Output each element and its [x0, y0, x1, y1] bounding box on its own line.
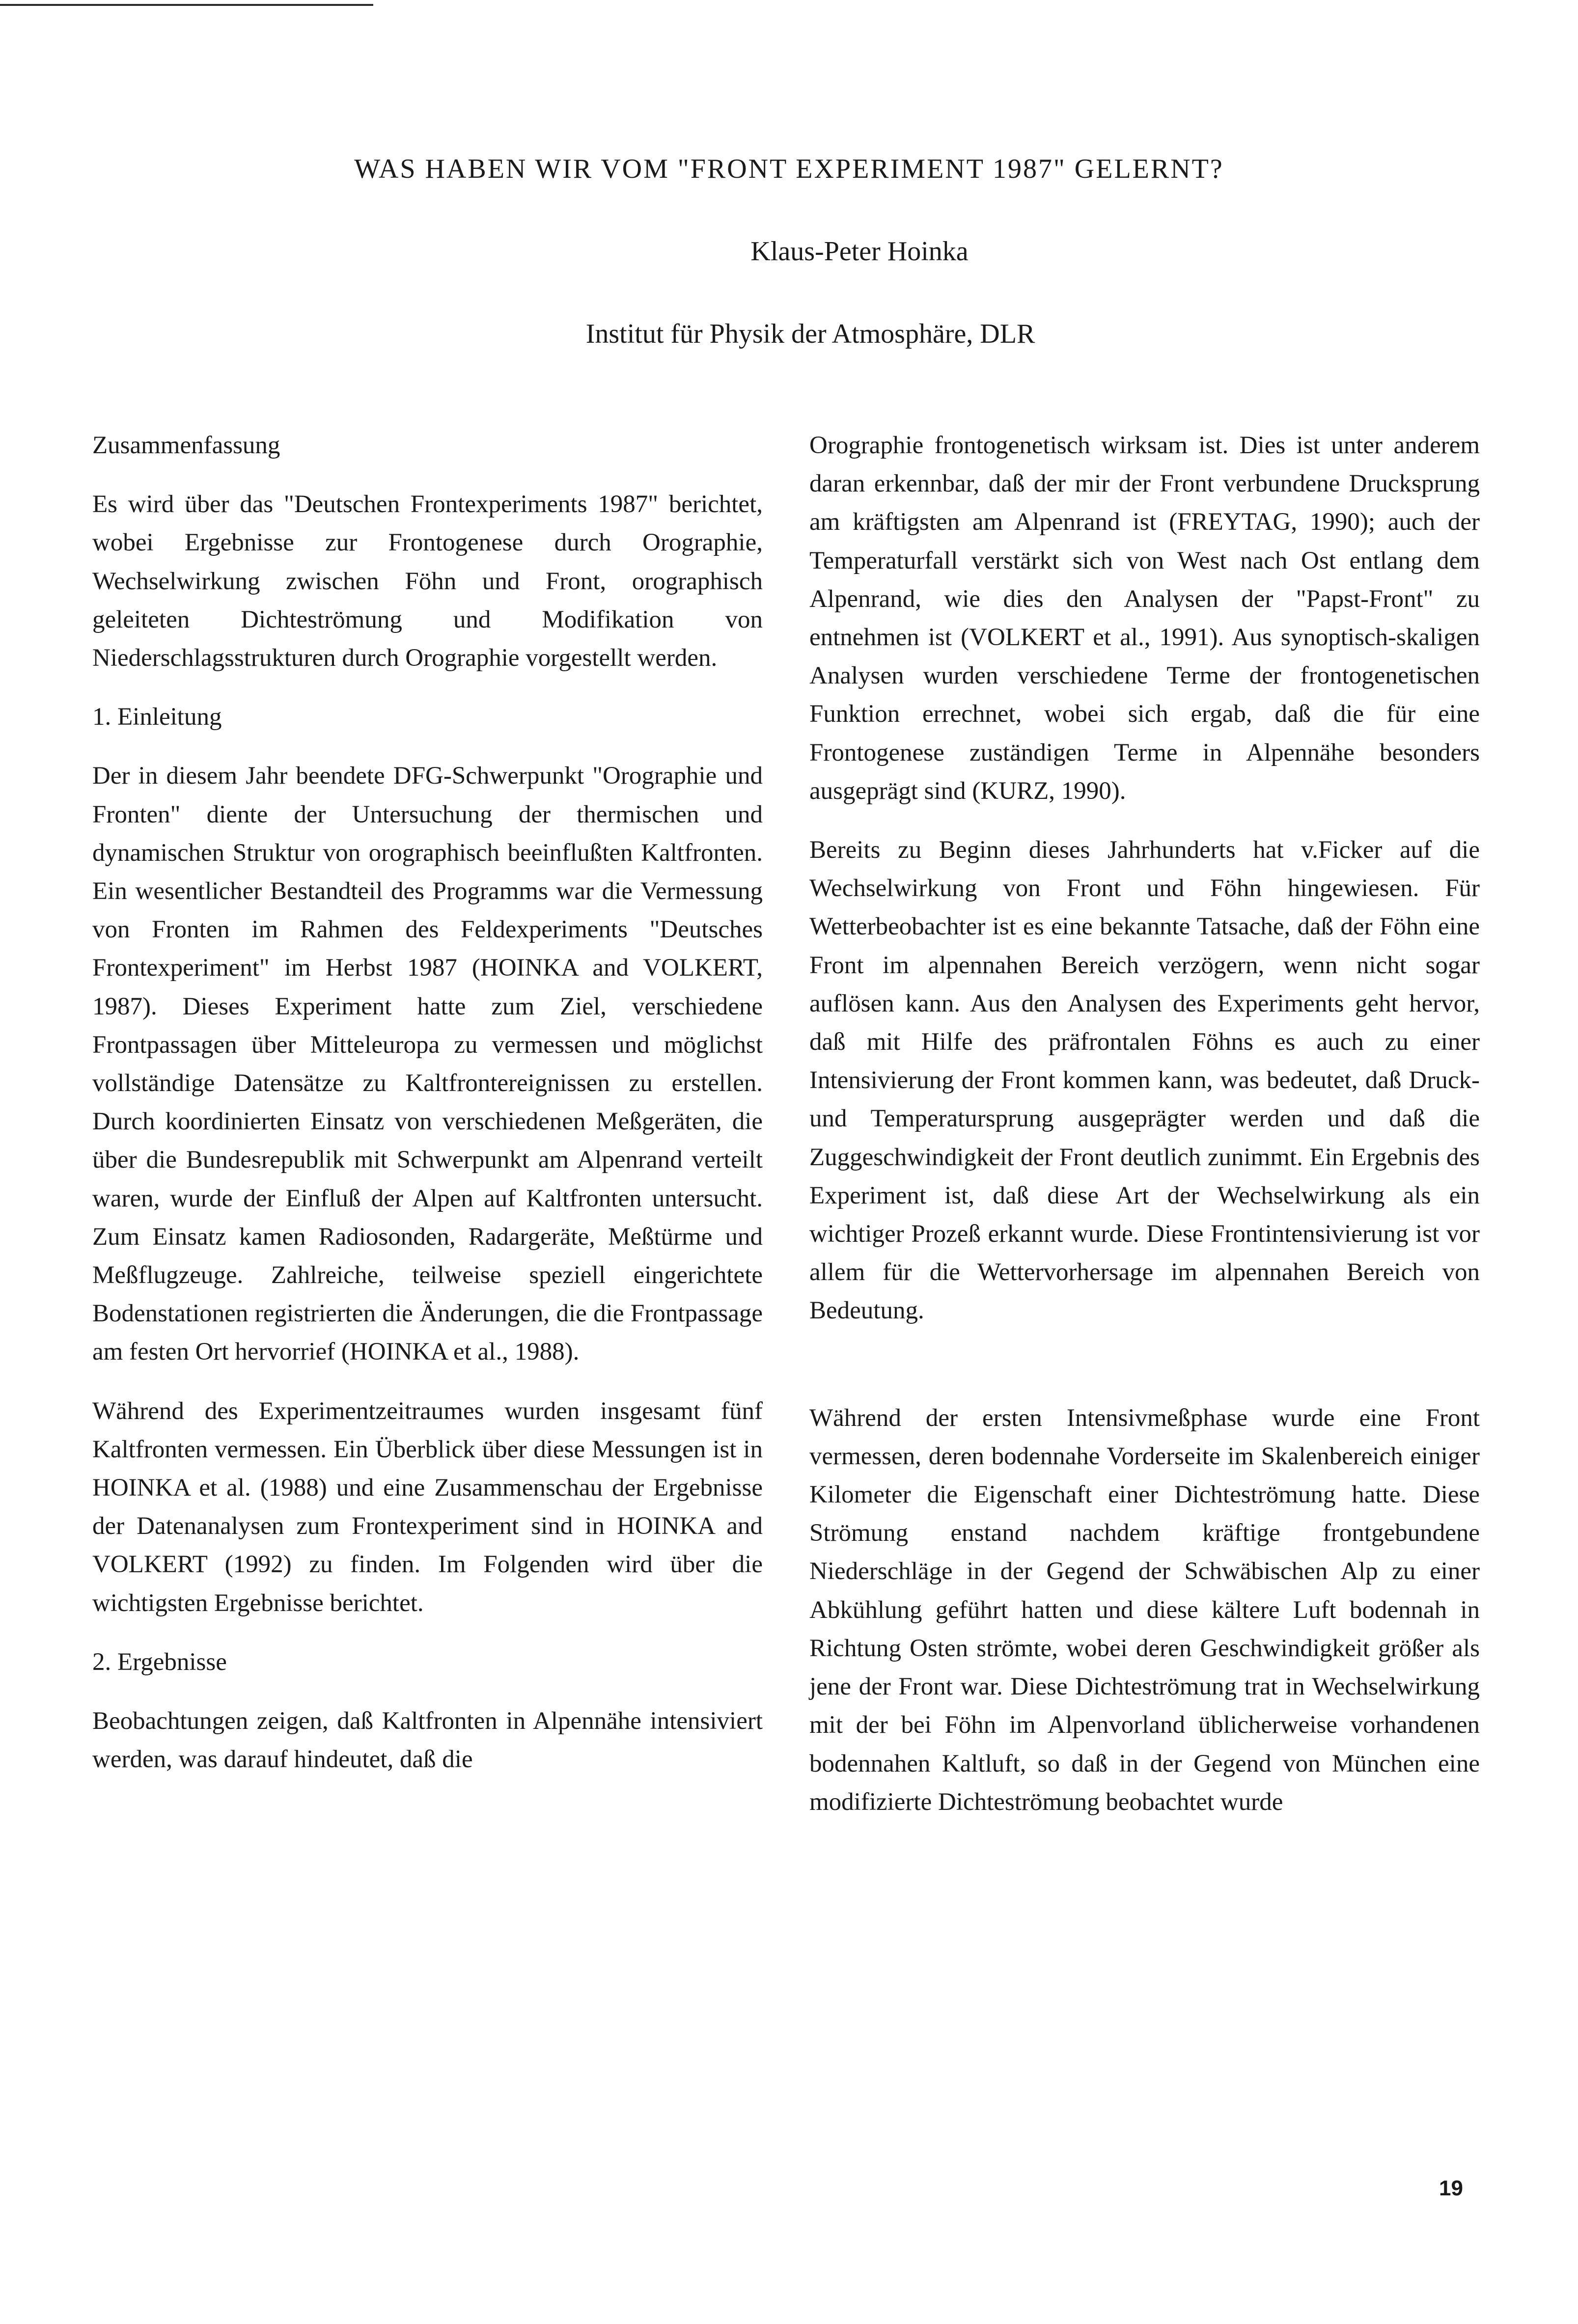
results-paragraph-3: Bereits zu Beginn dieses Jahrhunderts hat v.Ficker auf die Wechselwirkung von Front und Föhn hingewiesen. Für Wetterbeobachter ist es eine bekannte Tatsache, daß der Föhn eine Front im alpennahen Bereich verzögern, wenn nicht sogar auflösen kann. Aus den Analysen des Experiments geht hervor, daß mit Hilfe des präfrontalen Föhns es auch zu einer Intensivierung der Front kommen kann, was bedeutet, daß Druck- und Temperatursprung ausgeprägter werden und daß die Zuggeschwindigkeit der Front deutlich zunimmt. Ein Ergebnis des Experiment ist, daß diese Art der Wechselwirkung als ein wichtiger Prozeß erkannt wurde. Diese Frontintensivierung ist vor allem für die Wettervorhersage im alpennahen Bereich von Bedeutung.	[809, 836, 1480, 1325]
left-column	[92, 426, 763, 1800]
section-heading-introduction: 1. Einleitung	[92, 703, 222, 731]
summary-paragraph: Es wird über das "Deutschen Frontexperiments 1987" berichtet, wobei Ergebnisse zur Frontogenese durch Orographie, Wechselwirkung zwischen Föhn und Front, orographisch geleiteten Dichteströmung und Modifikation von Niederschlagsstrukturen durch Orographie vorgestellt werden.	[92, 491, 763, 672]
introduction-paragraph-2: Während des Experimentzeitraumes wurden insgesamt fünf Kaltfronten vermessen. Ein Überblick über diese Messungen ist in HOINKA et al. (1988) und eine Zusammenschau der Ergebnisse der Datenanalysen zum Frontexperiment sind in HOINKA and VOLKERT (1992) zu finden. Im Folgenden wird über die wichtigsten Ergebnisse berichtet.	[92, 1397, 763, 1617]
summary-heading: Zusammenfassung	[92, 432, 280, 459]
scan-edge-line	[0, 4, 373, 6]
right-column	[809, 426, 1480, 1842]
results-paragraph-2: Orographie frontogenetisch wirksam ist. Dies ist unter anderem daran erkennbar, daß der mir der Front verbundene Drucksprung am kräftigsten am Alpenrand ist (FREYTAG, 1990); auch der Temperaturfall verstärkt sich von West nach Ost entlang dem Alpenrand, wie dies den Analysen der "Papst-Front" zu entnehmen ist (VOLKERT et al., 1991). Aus synoptisch-skaligen Analysen wurden verschiedene Terme der frontogenetischen Funktion errechnet, wobei sich ergab, daß die für eine Frontogenese zuständigen Terme in Alpennähe besonders ausgeprägt sind (KURZ, 1990).	[809, 432, 1480, 805]
section-heading-results: 2. Ergebnisse	[92, 1648, 227, 1676]
author-name: Klaus-Peter Hoinka	[750, 236, 969, 267]
results-paragraph-4: Während der ersten Intensivmeßphase wurde eine Front vermessen, deren bodennahe Vorderseite im Skalenbereich einiger Kilometer die Eigenschaft einer Dichteströmung hatte. Diese Strömung enstand nachdem kräftige frontgebundene Niederschläge in der Gegend der Schwäbischen Alp zu einer Abkühlung geführt hatten und diese kältere Luft bodennah in Richtung Osten strömte, wobei deren Geschwindigkeit größer als jene der Front war. Diese Dichteströmung trat in Wechselwirkung mit der bei Föhn im Alpenvorland üblicherweise vorhandenen bodennahen Kaltluft, so daß in der Gegend von München eine modifizierte Dichteströmung beobachtet wurde	[809, 1404, 1480, 1816]
author-affiliation: Institut für Physik der Atmosphäre, DLR	[585, 319, 1035, 349]
results-paragraph-1: Beobachtungen zeigen, daß Kaltfronten in Alpennähe intensiviert werden, was darauf hindeutet, daß die	[92, 1707, 763, 1774]
page-number: 19	[1439, 2176, 1463, 2200]
introduction-paragraph-1: Der in diesem Jahr beendete DFG-Schwerpunkt "Orographie und Fronten" diente der Untersuchung der thermischen und dynamischen Struktur von orographisch beeinflußten Kaltfronten. Ein wesentlicher Bestandteil des Programms war die Vermessung von Fronten im Rahmen des Feldexperiments "Deutsches Frontexperiment" im Herbst 1987 (HOINKA and VOLKERT, 1987). Dieses Experiment hatte zum Ziel, verschiedene Frontpassagen über Mitteleuropa zu vermessen und möglichst vollständige Datensätze zu Kaltfrontereignissen zu erstellen. Durch koordinierten Einsatz von verschiedenen Meßgeräten, die über die Bundesrepublik mit Schwerpunkt am Alpenrand verteilt waren, wurde der Einfluß der Alpen auf Kaltfronten untersucht. Zum Einsatz kamen Radiosonden, Radargeräte, Meßtürme und Meßflugzeuge. Zahlreiche, teilweise speziell eingerichtete Bodenstationen registrierten die Änderungen, die die Frontpassage am festen Ort hervorrief (HOINKA et al., 1988).	[92, 762, 763, 1366]
paper-title: WAS HABEN WIR VOM "FRONT EXPERIMENT 1987" GELERNT?	[354, 154, 1224, 184]
